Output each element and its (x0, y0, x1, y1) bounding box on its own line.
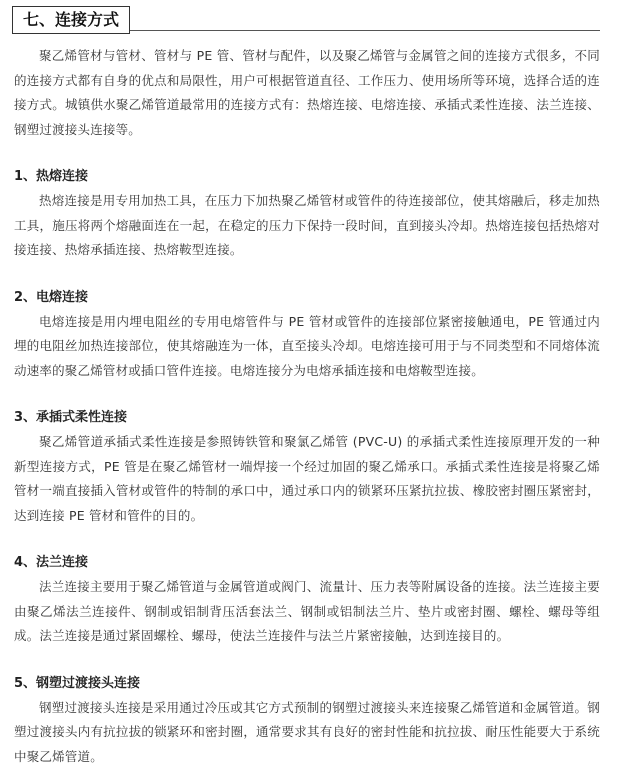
heading-electrofusion: 2、电熔连接 (14, 289, 89, 305)
section-title: 七、连接方式 (12, 6, 130, 34)
heading-steel-plastic: 5、钢塑过渡接头连接 (14, 675, 141, 691)
intro-paragraph: 聚乙烯管材与管材、管材与 PE 管、管材与配件，以及聚乙烯管与金属管之间的连接方式很多，不同的连接方式都有自身的优点和局限性，用户可根据管道直径、工作压力、使用场所等环境，选择合适的连接方式。城镇供水聚乙烯管道最常用的连接方式有：热熔连接、电熔连接、承插式柔性连接、法兰连接、钢塑过渡接头连接等。 (14, 48, 600, 137)
section-header (12, 6, 600, 36)
paragraph-steel-plastic: 钢塑过渡接头连接是采用通过冷压或其它方式预制的钢塑过渡接头来连接聚乙烯管道和金属管道。钢塑过渡接头内有抗拉拔的锁紧环和密封圈，通常要求其有良好的密封性能和抗拉拔、耐压性能要大于系统中聚乙烯管道。 (14, 699, 600, 764)
spacer (14, 528, 600, 551)
paragraph-flange: 法兰连接主要用于聚乙烯管道与金属管道或阀门、流量计、压力表等附属设备的连接。法兰连接主要由聚乙烯法兰连接件、钢制或铝制背压活套法兰、钢制或铝制法兰片、垫片或密封圈、螺栓、螺母等组成。法兰连接是通过紧固螺栓、螺母，使法兰连接件与法兰片紧密接触，达到连接目的。 (14, 579, 600, 643)
spacer (14, 649, 600, 672)
paragraph-socket-flexible: 聚乙烯管道承插式柔性连接是参照铸铁管和聚氯乙烯管 (PVC-U) 的承插式柔性连接原理开发的一种新型连接方式，PE 管是在聚乙烯管材一端焊接一个经过加固的聚乙烯承口。承插式柔性连接是将聚乙烯管材一端直接插入管材或管件的特制的承口中，通过承口内的锁紧环压紧抗拉拔、橡胶密封圈压紧密封，达到连接 PE 管材和管件的目的。 (14, 434, 600, 523)
heading-hot-melt: 1、热熔连接 (14, 169, 89, 184)
spacer (14, 263, 600, 286)
heading-flange: 4、法兰连接 (14, 555, 89, 570)
paragraph-hot-melt: 热熔连接是用专用加热工具，在压力下加热聚乙烯管材或管件的待连接部位，使其熔融后，移走加热工具，施压将两个熔融面连在一起，在稳定的压力下保持一段时间，直到接头冷却。热熔连接包括热熔对接连接、热熔承插连接、热熔鞍型连接。 (14, 193, 600, 257)
paragraph-electrofusion: 电熔连接是用内埋电阻丝的专用电熔管件与 PE 管材或管件的连接部位紧密接触通电，PE 管通过内埋的电阻丝加热连接部位，使其熔融连为一体，直至接头冷却。电熔连接可用于与不同类型和不同熔体流动速率的聚乙烯管材或插口管件连接。电熔连接分为电熔承插连接和电熔鞍型连接。 (14, 313, 600, 378)
document-content (14, 44, 600, 769)
heading-socket-flexible: 3、承插式柔性连接 (14, 410, 128, 425)
spacer (14, 383, 600, 406)
spacer (14, 142, 600, 165)
